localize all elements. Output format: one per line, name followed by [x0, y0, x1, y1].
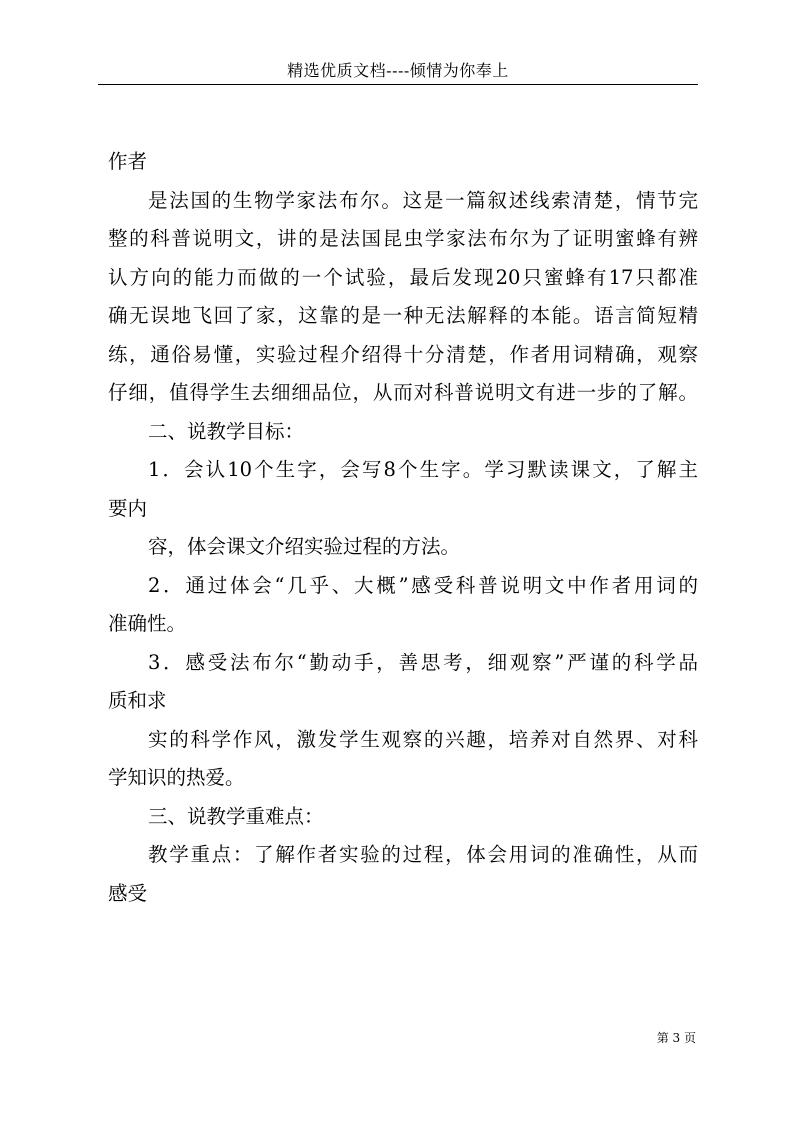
text-line: 认方向的能力而做的一个试验，最后发现20只蜜蜂有17只都准 [108, 265, 698, 289]
text-line: 实的科学作风，激发学生观察的兴趣，培养对自然界、对科 [148, 727, 698, 751]
section-heading: 二、说教学目标： [148, 419, 305, 443]
text-line: 准确性。 [108, 612, 187, 635]
text-line: 是法国的生物学家法布尔。这是一篇叙述线索清楚，情节完 [148, 188, 698, 212]
text-line: 确无误地飞回了家，这靠的是一种无法解释的本能。语言简短精 [108, 304, 698, 327]
text-line: 容，体会课文介绍实验过程的方法。 [148, 535, 461, 558]
text-line: 仔细，值得学生去细细品位，从而对科普说明文有进一步的了解。 [108, 381, 698, 404]
document-body [108, 143, 698, 913]
text-line: 1．会认10个生字，会写8个生字。学习默读课文，了解主 [148, 458, 698, 481]
text-line: 2．通过体会“几乎、大概”感受科普说明文中作者用词的 [148, 573, 698, 597]
page-header-title: 精选优质文档----倾情为你奉上 [287, 61, 509, 80]
page-number: 第 3 页 [656, 1031, 696, 1045]
text-line: 要内 [108, 496, 148, 520]
text-line: 整的科普说明文，讲的是法国昆虫学家法布尔为了证明蜜蜂有辨 [108, 227, 698, 250]
text-line: 教学重点：了解作者实验的过程，体会用词的准确性，从而 [148, 843, 698, 866]
header-divider [98, 84, 698, 85]
text-line: 作者 [108, 150, 148, 173]
text-line: 3．感受法布尔“勤动手，善思考，细观察”严谨的科学品 [148, 650, 698, 674]
text-line: 感受 [108, 881, 148, 905]
text-line: 质和求 [108, 689, 167, 712]
text-line: 学知识的热爱。 [108, 766, 245, 789]
text-line: 练，通俗易懂，实验过程介绍得十分清楚，作者用词精确，观察 [108, 342, 698, 366]
section-heading: 三、说教学重难点： [148, 804, 324, 828]
